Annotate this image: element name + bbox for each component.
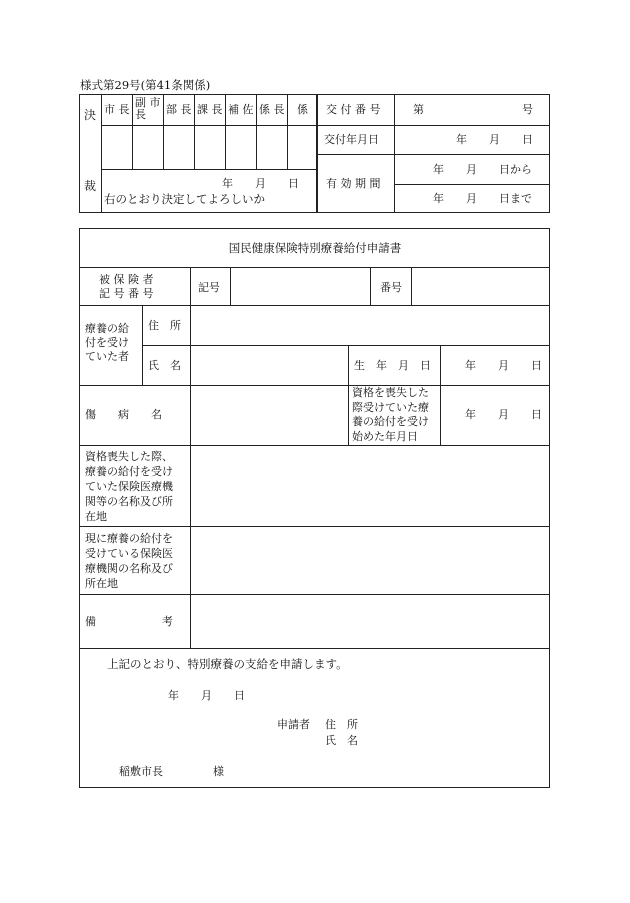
birthdate-label: 生 年 月 日 (354, 359, 431, 372)
validity-label: 有 効 期 間 (326, 177, 381, 190)
issue-number-label: 交 付 番 号 (326, 103, 381, 116)
ketsu-label: 決 (84, 108, 97, 122)
role-mayor: 市 長 (104, 103, 130, 116)
honorific: 様 (213, 765, 224, 778)
bango-label: 番号 (380, 281, 402, 294)
form-title: 国民健康保険特別療養給付申請書 (228, 241, 402, 255)
addressee: 稲敷市長 (119, 765, 163, 778)
declaration-text: 上記のとおり、特別療養の支給を申請します。 (107, 657, 348, 671)
applicant-name-label: 氏 名 (325, 734, 358, 747)
remarks-label: 備 考 (85, 615, 173, 628)
lost-date-value: 年 月 日 (465, 408, 542, 421)
recipient-label: 療養の給 付を受け ていた者 (85, 322, 129, 363)
kigo-label: 記号 (198, 281, 220, 294)
role-subsection-chief: 係 長 (259, 103, 285, 116)
prev-institution-label: 資格喪失した際、 療養の給付を受け ていた保険医療機 関等の名称及び所 在地 (85, 450, 173, 523)
role-section-chief: 課 長 (197, 103, 223, 116)
birthdate-value: 年 月 日 (465, 359, 542, 372)
role-staff: 係 (297, 103, 308, 116)
approval-date: 年 月 日 (222, 177, 299, 190)
issue-number-suffix: 号 (522, 103, 533, 116)
approval-text: 右のとおり決定してよろしいか (104, 192, 265, 206)
validity-to: 年 月 日まで (433, 192, 532, 205)
issue-date-value: 年 月 日 (456, 133, 533, 146)
validity-from: 年 月 日から (433, 163, 532, 176)
issue-number-prefix: 第 (413, 103, 424, 116)
insured-number-label: 被 保 険 者 記 号 番 号 (99, 273, 154, 300)
lost-date-label: 資格を喪失した 際受けていた療 養の給付を受け 始めた年月日 (352, 386, 429, 443)
applicant-label: 申請者 (277, 718, 310, 731)
sai-label: 裁 (84, 179, 97, 193)
application-date: 年 月 日 (168, 689, 245, 702)
form-number-label: 様式第29号(第41条関係) (80, 78, 211, 92)
role-deputy-mayor: 副 市 長 (135, 96, 161, 121)
curr-institution-label: 現に療養の給付を 受けている保険医 療機関の名称及び 所在地 (85, 532, 173, 590)
role-assistant: 補 佐 (228, 103, 254, 116)
illness-label: 傷 病 名 (85, 408, 162, 421)
issue-date-label: 交付年月日 (324, 133, 379, 146)
name-label: 氏 名 (148, 359, 181, 372)
address-label: 住 所 (148, 319, 181, 332)
applicant-address-label: 住 所 (325, 718, 358, 731)
role-director: 部 長 (166, 103, 192, 116)
